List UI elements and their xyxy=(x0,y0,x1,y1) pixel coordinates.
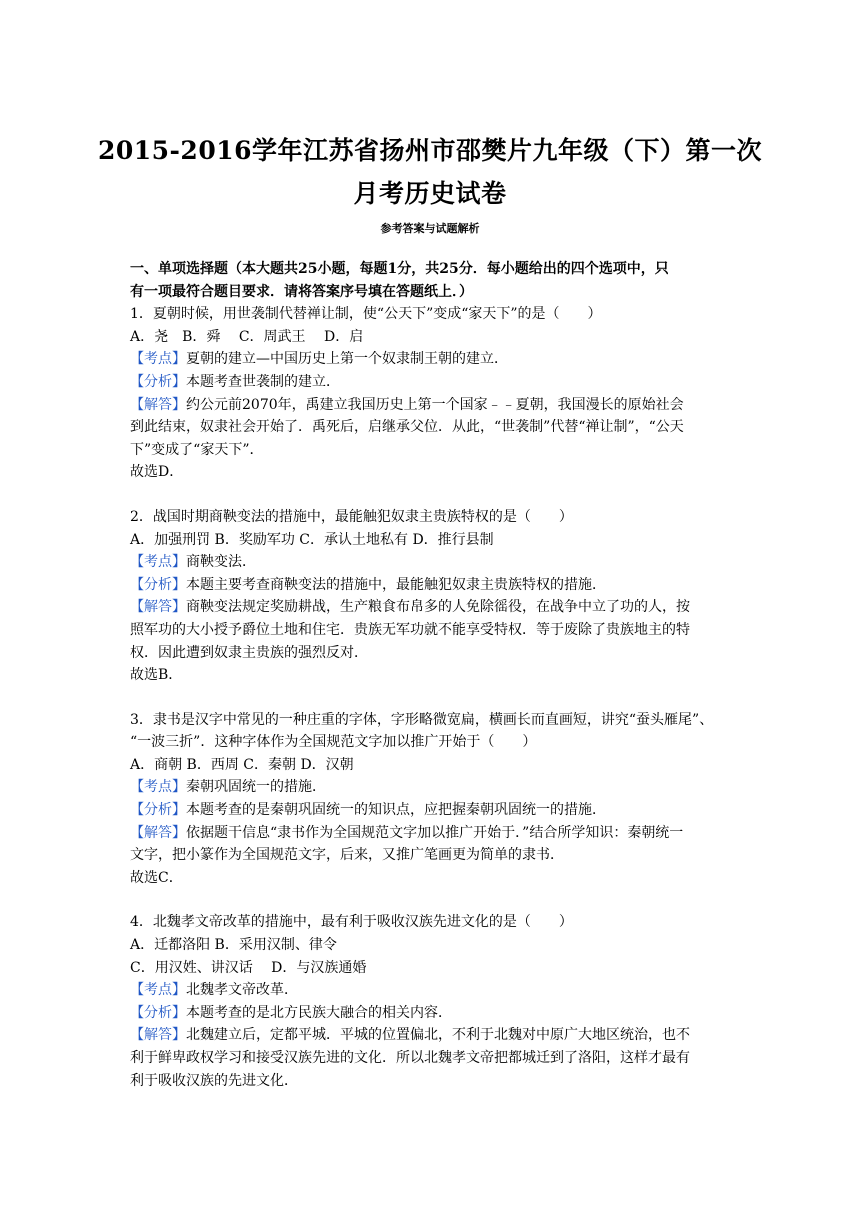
kaodian-row xyxy=(130,979,735,1002)
jieda-text-line: 约公元前2070年，禹建立我国历史上第一个国家﹣﹣夏朝，我国漫长的原始社会 xyxy=(186,396,684,413)
kaodian-text: 秦朝巩固统一的措施． xyxy=(186,779,326,796)
question-options: A．商朝 B．西周 C．秦朝 D．汉朝 xyxy=(130,756,354,773)
kaodian-tag: 【考点】 xyxy=(130,351,186,368)
jieda-tag: 【解答】 xyxy=(130,599,186,616)
question-options: A．迁都洛阳 B．采用汉制、律令 xyxy=(130,937,337,954)
question-stem: 4．北魏孝文帝改革的措施中，最有利于吸收汉族先进文化的是（ ） xyxy=(130,914,573,931)
jieda-text-line: 利于鲜卑政权学习和接受汉族先进的文化．所以北魏孝文帝把都城迁到了洛阳，这样才最有 xyxy=(130,1050,690,1066)
fenxi-row xyxy=(130,371,735,394)
question-3 xyxy=(130,709,735,890)
jieda-row xyxy=(130,394,735,417)
document-body xyxy=(130,258,735,1092)
answer-line: 故选B． xyxy=(130,667,183,684)
fenxi-text: 本题考查的是秦朝巩固统一的知识点，应把握秦朝巩固统一的措施． xyxy=(186,802,606,819)
jieda-text-line: 依据题干信息“隶书作为全国规范文字加以推广开始于．”结合所学知识：秦朝统一 xyxy=(186,824,684,841)
question-options: C．用汉姓、讲汉话 D．与汉族通婚 xyxy=(130,959,367,976)
question-2 xyxy=(130,506,735,687)
jieda-text-line: 照军功的大小授予爵位土地和住宅．贵族无军功就不能享受特权．等于废除了贵族地主的特 xyxy=(130,621,690,638)
question-stem: “一波三折”．这种字体作为全国规范文字加以推广开始于（ ） xyxy=(130,734,537,751)
kaodian-text: 夏朝的建立—中国历史上第一个奴隶制王朝的建立． xyxy=(186,351,508,368)
question-options: A．加强刑罚 B．奖励军功 C．承认土地私有 D．推行县制 xyxy=(130,531,494,548)
kaodian-tag: 【考点】 xyxy=(130,982,186,999)
question-4 xyxy=(130,911,735,1092)
fenxi-text: 本题考查世袭制的建立． xyxy=(186,373,340,390)
fenxi-tag: 【分析】 xyxy=(130,802,186,819)
question-1 xyxy=(130,303,735,484)
jieda-tag: 【解答】 xyxy=(130,396,186,413)
kaodian-tag: 【考点】 xyxy=(130,554,186,571)
fenxi-tag: 【分析】 xyxy=(130,373,186,390)
jieda-text-line: 文字，把小篆作为全国规范文字，后来，又推广笔画更为简单的隶书． xyxy=(130,847,564,864)
question-options: A．尧 B．舜 C．周武王 D．启 xyxy=(130,328,364,345)
jieda-text-line: 北魏建立后，定都平城．平城的位置偏北，不利于北魏对中原广大地区统治，也不 xyxy=(186,1027,690,1044)
fenxi-row xyxy=(130,574,735,597)
question-stem: 2．战国时期商鞅变法的措施中，最能触犯奴隶主贵族特权的是（ ） xyxy=(130,508,573,525)
jieda-text-line: 利于吸收汉族的先进文化． xyxy=(130,1072,298,1089)
section-heading-line-2: 有一项最符合题目要求．请将答案序号填在答题纸上．） xyxy=(130,283,473,300)
kaodian-tag: 【考点】 xyxy=(130,779,186,796)
fenxi-tag: 【分析】 xyxy=(130,1004,186,1021)
jieda-text-line: 商鞅变法规定奖励耕战，生产粮食布帛多的人免除徭役，在战争中立了功的人，按 xyxy=(186,599,690,616)
jieda-text-line: 权．因此遭到奴隶主贵族的强烈反对． xyxy=(130,644,368,661)
kaodian-text: 北魏孝文帝改革． xyxy=(186,982,298,999)
kaodian-text: 商鞅变法． xyxy=(186,554,256,571)
jieda-row xyxy=(130,822,735,845)
kaodian-row xyxy=(130,776,735,799)
question-stem: 1．夏朝时候，用世袭制代替禅让制，使“公天下”变成“家天下”的是（ ） xyxy=(130,306,602,323)
page-title-line-1: 2015-2016学年江苏省扬州市邵樊片九年级（下）第一次 xyxy=(97,136,763,165)
question-stem: 3．隶书是汉字中常见的一种庄重的字体，字形略微宽扁，横画长而直画短，讲究“蚕头雁尾”、 xyxy=(130,711,714,728)
jieda-text-line: 到此结束，奴隶社会开始了．禹死后，启继承父位．从此，“世袭制”代替“禅让制”，“公天 xyxy=(130,419,684,436)
jieda-tag: 【解答】 xyxy=(130,824,186,841)
fenxi-text: 本题主要考查商鞅变法的措施中，最能触犯奴隶主贵族特权的措施． xyxy=(186,576,606,593)
page-subtitle: 参考答案与试题解析 xyxy=(380,222,480,235)
fenxi-row xyxy=(130,1002,735,1025)
fenxi-row xyxy=(130,799,735,822)
answer-line: 故选C． xyxy=(130,869,183,886)
jieda-row xyxy=(130,596,735,619)
fenxi-text: 本题考查的是北方民族大融合的相关内容． xyxy=(186,1004,452,1021)
kaodian-row xyxy=(130,348,735,371)
answer-line: 故选D． xyxy=(130,464,184,481)
kaodian-row xyxy=(130,551,735,574)
jieda-row xyxy=(130,1024,735,1047)
fenxi-tag: 【分析】 xyxy=(130,576,186,593)
jieda-text-line: 下”变成了“家天下”． xyxy=(130,441,264,458)
section-heading-line-1: 一、单项选择题（本大题共25小题，每题1分，共25分．每小题给出的四个选项中，只 xyxy=(130,261,669,277)
page-title-line-2: 月考历史试卷 xyxy=(353,179,507,208)
jieda-tag: 【解答】 xyxy=(130,1027,186,1044)
